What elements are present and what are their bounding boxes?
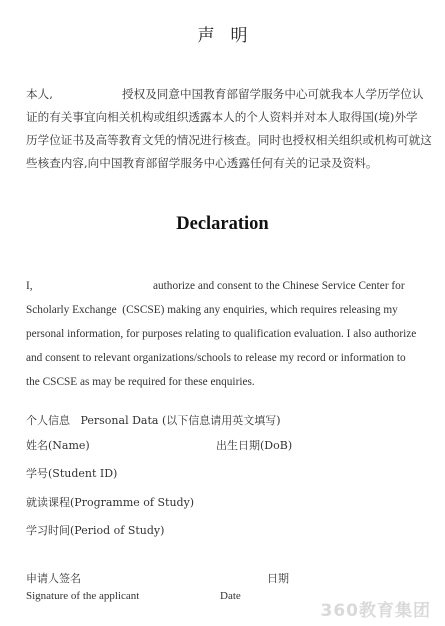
- period-field-label: 学习时间(Period of Study): [26, 524, 165, 537]
- en-para-line2: Scholarly Exchange (CSCSE) making any enquiries, which requires releasing my: [26, 304, 398, 316]
- applicant-signature-label-cn: 申请人签名: [26, 572, 81, 585]
- date-label-en: Date: [220, 590, 241, 602]
- dob-field-label: 出生日期(DoB): [216, 439, 293, 452]
- en-para-line4: and consent to relevant organizations/schools to release my record or information to: [26, 352, 406, 364]
- cn-para-line3: 历学位证书及高等教育文凭的情况进行核查。同时也授权相关组织或机构可就这: [26, 133, 432, 147]
- cn-para-line4: 些核查内容,向中国教育部留学服务中心透露任何有关的记录及资料。: [26, 156, 378, 170]
- cn-para-line1-rest: 授权及同意中国教育部留学服务中心可就我本人学历学位认: [122, 87, 424, 101]
- date-label-cn: 日期: [267, 572, 289, 585]
- en-para-line5: the CSCSE as may be required for these enquiries.: [26, 376, 255, 388]
- programme-field-label: 就读课程(Programme of Study): [26, 496, 195, 509]
- student-id-field-label: 学号(Student ID): [26, 467, 118, 480]
- name-field-label: 姓名(Name): [26, 439, 90, 452]
- watermark-logo: 360教育集团: [320, 601, 431, 621]
- en-para-line1-rest: authorize and consent to the Chinese Service Center for: [153, 280, 405, 292]
- applicant-signature-label-en: Signature of the applicant: [26, 590, 140, 602]
- cn-para-line2: 证的有关事宜向相关机构或组织透露本人的个人资料并对本人取得国(境)外学: [26, 110, 418, 124]
- page-title-english: Declaration: [176, 214, 269, 234]
- page-title-chinese: 声明: [197, 26, 264, 46]
- en-para-line1-start: I,: [26, 280, 33, 292]
- cn-para-line1-start: 本人,: [26, 87, 53, 101]
- en-para-line3: personal information, for purposes relating to qualification evaluation. I also authorize: [26, 328, 417, 340]
- personal-data-heading: 个人信息 Personal Data (以下信息请用英文填写): [26, 414, 281, 427]
